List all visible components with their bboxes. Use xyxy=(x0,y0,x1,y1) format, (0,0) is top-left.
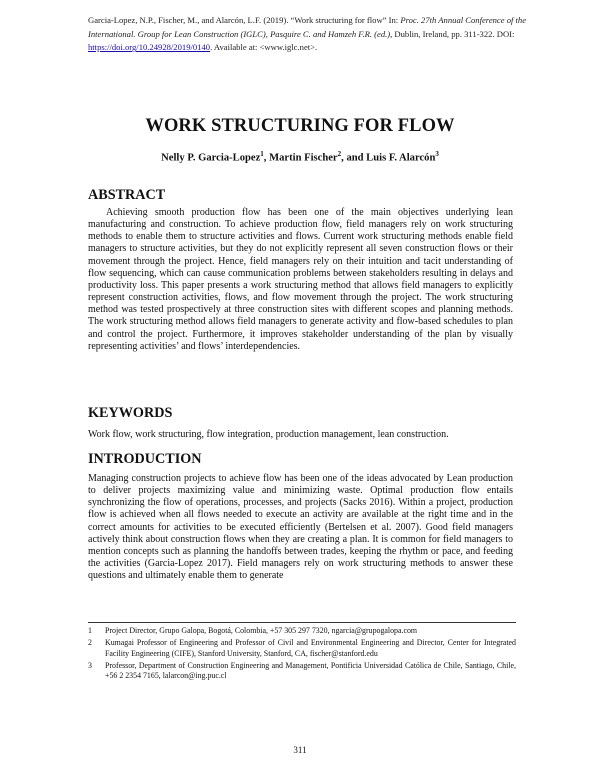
paper-title: WORK STRUCTURING FOR FLOW xyxy=(145,116,455,136)
introduction-heading: INTRODUCTION xyxy=(88,451,202,467)
author-list xyxy=(0,150,600,164)
footnote xyxy=(88,661,516,682)
citation-proceedings: Proc. 27th Annual Conference of the International. Group for Lean Construction (IGLC), Pasquire C. and Hamzeh F.R. (ed.), xyxy=(88,15,527,39)
author-separator: , and xyxy=(341,152,367,164)
footnote-text: Professor, Department of Construction Engineering and Management, Pontificia Universidad Católica de Chile, Santiago, Chile, +56 2 2354 7165, lalarcon@ing.puc.cl xyxy=(105,660,516,681)
footnote-text: Project Director, Grupo Galopa, Bogotá, Colombia, +57 305 297 7320, ngarcia@grupogalopa.com xyxy=(105,626,418,635)
footnote xyxy=(88,626,516,636)
author-separator: , xyxy=(263,152,270,164)
keywords-text: Work flow, work structuring, flow integration, production management, lean construction. xyxy=(88,429,449,440)
citation-availability: . Available at: <www.iglc.net>. xyxy=(210,42,318,53)
author-footnote-mark[interactable]: 3 xyxy=(435,150,439,158)
footnote-number: 2 xyxy=(88,638,92,648)
doi-link[interactable]: https://doi.org/10.24928/2019/0140 xyxy=(88,42,211,53)
keywords-heading: KEYWORDS xyxy=(88,405,173,421)
citation-header xyxy=(88,14,528,55)
footnote-number: 3 xyxy=(88,660,92,670)
page-number: 311 xyxy=(293,745,307,755)
abstract-heading: ABSTRACT xyxy=(88,187,166,203)
author-footnote-mark[interactable]: 1 xyxy=(260,150,264,158)
author-name: Martin Fischer xyxy=(269,152,338,164)
author-name: Nelly P. Garcia-Lopez xyxy=(161,152,261,164)
footnotes xyxy=(88,622,516,681)
citation-location-pages: Dublin, Ireland, pp. 311-322. DOI: xyxy=(392,28,515,39)
author-name: Luis F. Alarcón xyxy=(366,152,436,164)
introduction-text: Managing construction projects to achieve flow has been one of the ideas advocated by Lean production to deliver projects maximizing value and minimizing waste. Optimal production flow entails synchronizing the flow of operations, processes, and projects (Sacks 2016). Within a project, production flow is achieved when all flows needed to execute an activity are available at the right time and in the correct amounts for activities to be executed efficiently (Bertelsen et al. 2007). Good field managers actively think about construction flows when they are creating a plan. It is common for field managers to mention concepts such as planning the handoffs between trades, keeping the rhythm or pace, and feeding the activities (Garcia-Lopez 2017). Field managers rely on work structuring methods to answer these questions and ultimately enable them to generate xyxy=(88,473,513,582)
footnote-text: Kumagai Professor of Engineering and Professor of Civil and Environmental Engineering and Director, Center for Integrated Facility Engineering (CIFE), Stanford University, Stanford, CA, fischer@stanford.edu xyxy=(105,638,516,658)
footnote xyxy=(88,638,516,659)
abstract-text: Achieving smooth production flow has been one of the main objectives underlying lean manufacturing and construction. To achieve production flow, field managers rely on work structuring methods to enable them to structure activities and flows. Current work structuring methods enable field managers to structure activities, but they do not explicitly represent all seven construction flows or their movement through the project. Hence, field managers rely on their intuition and tacit understanding of flow sequencing, which can cause communication problems between stakeholders resulting in delays and productivity loss. This paper presents a work structuring method that allows field managers to explicitly represent construction activities, flows, and flow movement through the project. The work structuring method was tested prospectively at three construction sites with different scopes and planning methods. The work structuring method allows field managers to generate activity and flow-based schedules to plan and control the project. Furthermore, it improves stakeholder understanding of the plan by visually representing activities’ and flows’ interdependencies. xyxy=(88,207,513,352)
footnote-number: 1 xyxy=(88,626,92,635)
author-footnote-mark[interactable]: 2 xyxy=(337,150,342,158)
citation-authors-year: Garcia-Lopez, N.P., Fischer, M., and Alarcón, L.F. (2019). “Work structuring for flow” In: xyxy=(88,15,401,25)
